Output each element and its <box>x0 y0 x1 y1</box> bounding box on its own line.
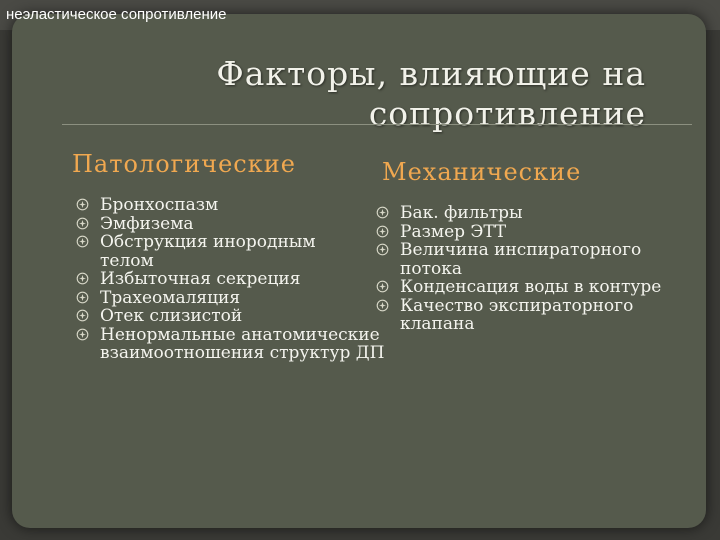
right-column-heading: Механические <box>382 158 582 186</box>
list-item-text: Бронхоспазм <box>100 195 219 215</box>
list-item-text: Конденсация воды в контуре <box>400 277 662 297</box>
ornament-bullet-icon <box>76 272 89 285</box>
title-divider <box>62 124 692 125</box>
list-item <box>76 326 400 363</box>
list-item-text: Бак. фильтры <box>400 203 523 223</box>
list-item <box>76 307 388 326</box>
list-item-text: Избыточная секреция <box>100 269 301 289</box>
ornament-bullet-icon <box>376 280 389 293</box>
list-item-text: Размер ЭТТ <box>400 221 507 242</box>
header-caption: неэластическое сопротивление <box>6 6 227 23</box>
list-item <box>376 241 690 278</box>
ornament-bullet-icon <box>76 309 89 322</box>
left-bullet-list <box>76 196 388 363</box>
ornament-bullet-icon <box>76 328 89 341</box>
ornament-bullet-icon <box>76 291 89 304</box>
list-item <box>76 289 388 308</box>
ornament-bullet-icon <box>376 206 389 219</box>
ornament-bullet-icon <box>376 299 389 312</box>
list-item <box>376 278 696 297</box>
ornament-bullet-icon <box>76 235 89 248</box>
list-item <box>76 215 388 234</box>
list-item-text: Величина инспираторного потока <box>400 240 642 279</box>
list-item-text: Отек слизистой <box>100 306 243 326</box>
list-item <box>76 270 388 289</box>
slide-panel <box>12 14 706 528</box>
ornament-bullet-icon <box>376 225 389 238</box>
list-item-text: Ненормальные анатомические взаимоотношения структур ДП <box>100 324 385 363</box>
left-column-heading: Патологические <box>72 150 296 178</box>
list-item-text: Эмфизема <box>100 213 194 234</box>
list-item <box>76 196 388 215</box>
slide-title-line-2: сопротивление <box>368 94 646 133</box>
slide-title <box>126 54 646 134</box>
ornament-bullet-icon <box>76 198 89 211</box>
list-item <box>376 204 696 223</box>
list-item-text: Трахеомаляция <box>100 287 241 308</box>
right-bullet-list <box>376 204 696 334</box>
ornament-bullet-icon <box>376 243 389 256</box>
list-item <box>76 233 350 270</box>
slide-title-line-1: Факторы, влияющие на <box>216 54 646 93</box>
list-item-text: Обструкция инородным телом <box>100 232 316 271</box>
ornament-bullet-icon <box>76 217 89 230</box>
list-item <box>376 297 670 334</box>
list-item-text: Качество экспираторного клапана <box>400 295 634 334</box>
list-item <box>376 223 696 242</box>
